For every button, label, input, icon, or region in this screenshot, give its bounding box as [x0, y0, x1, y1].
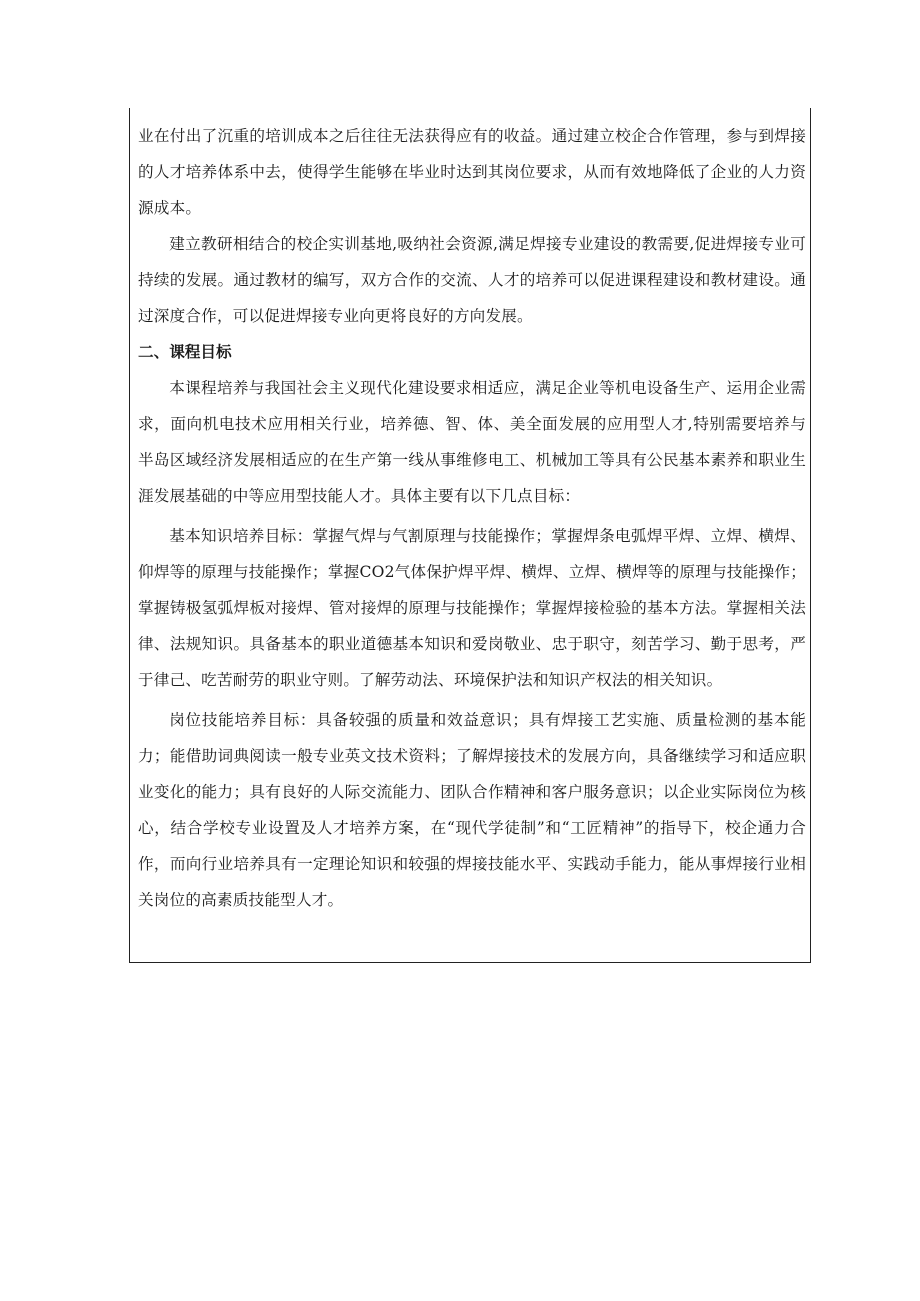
paragraph-training-base: 建立教研相结合的校企实训基地,吸纳社会资源,满足焊接专业建设的教需要,促进焊接专业可持续的发展。通过教材的编写，双方合作的交流、人才的培养可以促进课程建设和教材建设。通过深度合作，可以促进焊接专业向更将良好的方向发展。: [138, 235, 806, 325]
paragraph-knowledge-objectives: 基本知识培养目标：掌握气焊与气割原理与技能操作；掌握焊条电弧焊平焊、立焊、横焊、仰焊等的原理与技能操作；掌握CO2气体保护焊平焊、横焊、立焊、横焊等的原理与技能操作；掌握铸极氢弧焊板对接焊、管对接焊的原理与技能操作；掌握焊接检验的基本方法。掌握相关法律、法规知识。具备基本的职业道德基本知识和爱岗敬业、忠于职守，刻苦学习、勤于思考，严于律己、吃苦耐劳的职业守则。了解劳动法、环境保护法和知识产权法的相关知识。: [138, 527, 806, 689]
paragraph-continuation: 业在付出了沉重的培训成本之后往往无法获得应有的收益。通过建立校企合作管理，参与到焊接的人才培养体系中去，使得学生能够在毕业时达到其岗位要求，从而有效地降低了企业的人力资源成本。: [138, 127, 806, 217]
section-heading-course-objectives: 二、课程目标: [138, 343, 232, 361]
document-table-cell: [129, 108, 811, 963]
paragraph-course-overview: 本课程培养与我国社会主义现代化建设要求相适应，满足企业等机电设备生产、运用企业需求，面向机电技术应用相关行业，培养德、智、体、美全面发展的应用型人才,特别需要培养与半岛区域经济发展相适应的在生产第一线从事维修电工、机械加工等具有公民基本素养和职业生涯发展基础的中等应用型技能人才。具体主要有以下几点目标：: [138, 379, 806, 505]
paragraph-skill-objectives: 岗位技能培养目标：具备较强的质量和效益意识；具有焊接工艺实施、质量检测的基本能力；能借助词典阅读一般专业英文技术资料；了解焊接技术的发展方向，具备继续学习和适应职业变化的能力；具有良好的人际交流能力、团队合作精神和客户服务意识；以企业实际岗位为核心，结合学校专业设置及人才培养方案，在“现代学徒制”和“工匠精神”的指导下，校企通力合作，而向行业培养具有一定理论知识和较强的焊接技能水平、实践动手能力，能从事焊接行业相关岗位的高素质技能型人才。: [138, 711, 806, 909]
